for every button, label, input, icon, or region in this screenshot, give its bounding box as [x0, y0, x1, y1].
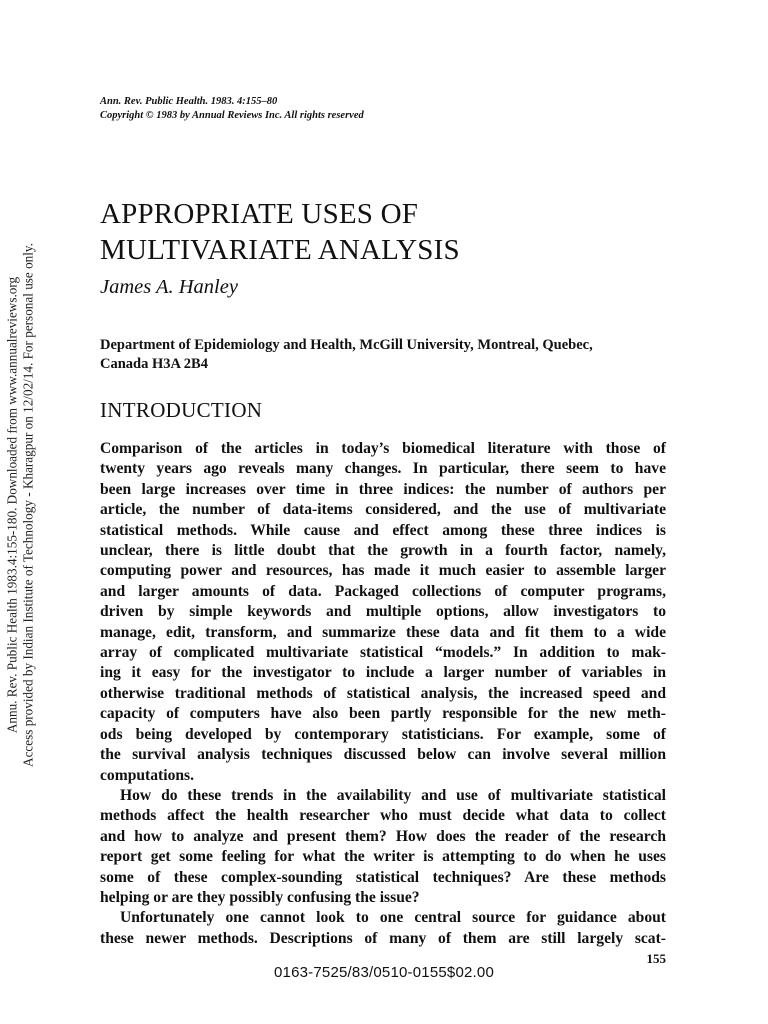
author-name: James A. Hanley	[100, 276, 238, 298]
document-code: 0163-7525/83/0510-0155$02.00	[274, 964, 494, 981]
paragraph-line: computations.	[100, 766, 195, 784]
paragraph-line: these newer methods. Descriptions of many of them are still largely scat-	[100, 929, 666, 947]
paragraph-line: unclear, there is little doubt that the growth in a fourth factor, namely,	[100, 542, 666, 560]
copyright-notice: Copyright © 1983 by Annual Reviews Inc. All rights reserved	[100, 110, 364, 121]
title-line: APPROPRIATE USES OF	[100, 198, 419, 230]
paragraph-line: article, the number of data-items considered, and the use of multivariate	[100, 501, 666, 519]
paragraph-line: twenty years ago reveals many changes. In particular, there seem to have	[100, 460, 666, 478]
access-notice-line: Access provided by Indian Institute of Technology - Kharagpur on 12/02/14. For personal use only.	[20, 243, 35, 767]
paragraph-line: been large increases over time in three indices: the number of authors per	[100, 480, 666, 498]
paragraph-line: driven by simple keywords and multiple options, allow investigators to	[100, 603, 666, 621]
paragraph-line: ing it easy for the investigator to include a larger number of variables in	[100, 664, 666, 682]
paragraph-line: helping or are they possibly confusing the issue?	[100, 888, 420, 906]
affiliation-line: Canada H3A 2B4	[100, 355, 208, 372]
paragraph-line: Unfortunately one cannot look to one central source for guidance about	[120, 909, 666, 927]
paragraph-line: methods affect the health researcher who must decide what data to collect	[100, 807, 666, 825]
section-heading: INTRODUCTION	[100, 398, 263, 422]
page-number: 155	[646, 951, 666, 966]
journal-citation: Ann. Rev. Public Health. 1983. 4:155–80	[100, 96, 278, 107]
paragraph-line: some of these complex-sounding statistical techniques? Are these methods	[100, 868, 666, 886]
download-notice	[0, 0, 40, 1024]
paragraph-line: report get some feeling for what the writer is attempting to do when he uses	[100, 848, 666, 866]
paragraph-line: statistical methods. While cause and effect among these three indices is	[100, 521, 666, 539]
affiliation-line: Department of Epidemiology and Health, McGill University, Montreal, Quebec,	[100, 337, 593, 353]
paragraph-line: computing power and resources, has made it much easier to assemble larger	[100, 562, 666, 580]
paragraph-line: manage, edit, transform, and summarize these data and fit them to a wide	[100, 623, 666, 641]
paragraph-line: capacity of computers have also been partly responsible for the new meth-	[100, 705, 666, 723]
title-line: MULTIVARIATE ANALYSIS	[100, 234, 460, 266]
journal-header	[100, 95, 364, 123]
paragraph-line: otherwise traditional methods of statistical analysis, the increased speed and	[100, 684, 666, 702]
paragraph-line: and how to analyze and present them? How does the reader of the research	[100, 827, 666, 845]
body-text	[100, 439, 666, 949]
article-title	[100, 196, 460, 268]
paragraph-line: the survival analysis techniques discussed below can involve several million	[100, 746, 666, 764]
download-notice-line: Annu. Rev. Public Health 1983.4:155-180. Downloaded from www.annualreviews.org	[4, 276, 20, 734]
paragraph-line: ods being developed by contemporary statisticians. For example, some of	[100, 725, 666, 743]
paragraph-line: How do these trends in the availability and use of multivariate statistical	[120, 786, 666, 804]
paragraph-line: Comparison of the articles in today’s biomedical literature with those of	[100, 440, 666, 457]
paragraph-line: array of complicated multivariate statistical “models.” In addition to mak-	[100, 644, 666, 662]
author-affiliation	[100, 336, 670, 373]
paragraph-line: and larger amounts of data. Packaged collections of computer programs,	[100, 582, 666, 600]
